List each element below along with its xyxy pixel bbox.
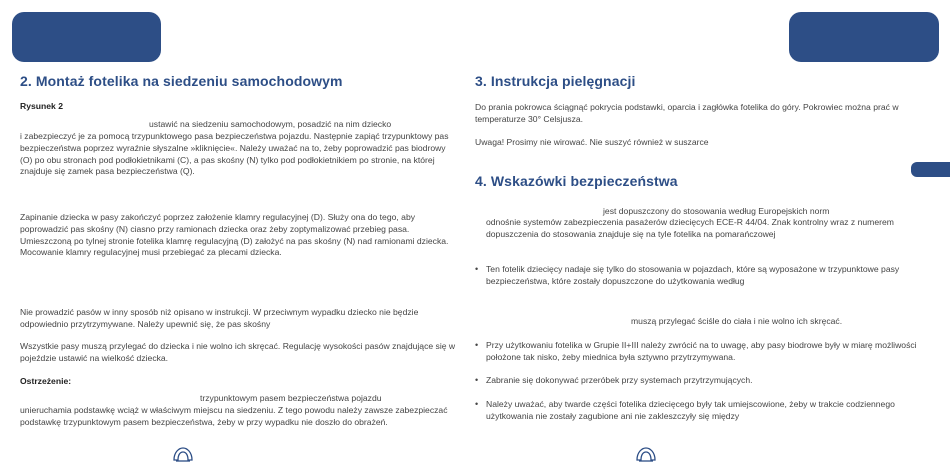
side-tab — [911, 162, 950, 177]
paragraph-4: Wszystkie pasy muszą przylegać do dziecka i nie wolno ich skręcać. Regulację wysokości pasów znajdujące się w pojeździe ustawić na wielkość dziecka. — [20, 341, 456, 363]
paragraph-2: Zapinanie dziecka w pasy zakończyć poprzez założenie klamry regulacyjnej (D). Służy ona do tego, aby poprowadzić pas skośny (N) ciasno przy ramionach dziecka oraz żeby zoptymalizować przebieg pasa. Umieszczoną po tylnej stronie fotelika klamrę regulacyjną (D) założyć na pas skośny (N) nad ramionami dziecka. Mocowanie klamry regulacyjnej musi przebiegać za plecami dziecka. — [20, 212, 449, 258]
top-right-tab — [789, 12, 939, 62]
bullet-marker: • — [475, 340, 479, 350]
top-left-tab — [12, 12, 161, 62]
care-paragraph-1: Do prania pokrowca ściągnąć pokrycia podstawki, oparcia i zagłówka fotelika do góry. Pokrowiec można prać w temperaturze 30° Celsjusza. — [475, 102, 899, 124]
safety-bullet-2: Przy użytkowaniu fotelika w Grupie II+III należy zwrócić na to uwagę, aby pasy biodrowe były w miarę możliwości położone tak nisko, żeby miednica była sztywno przytrzymywana. — [486, 340, 917, 362]
paragraph-5-line-1: trzypunktowym pasem bezpieczeństwa pojazdu — [200, 393, 382, 403]
warning-label: Ostrzeżenie: — [20, 376, 72, 386]
logo-icon — [172, 446, 194, 464]
safety-bullet-4: Należy uważać, aby twarde części fotelika dziecięcego były tak umiejscowione, żeby w trakcie codziennego użytkowania nie zostały zagubione ani nie zakleszczyły się między — [486, 399, 895, 421]
safety-paragraph: odnośnie systemów zabezpieczenia pasażerów dziecięcych ECE-R 44/04. Znak kontrolny wraz z numerem dopuszczenia do stosowania znajduje się na tyle fotelika na pomarańczowej — [486, 217, 894, 239]
safety-paragraph-line-1: jest dopuszczony do stosowania według Europejskich norm — [603, 206, 830, 216]
bullet-marker: • — [475, 264, 479, 274]
figure-label: Rysunek 2 — [20, 101, 63, 111]
bullet-marker: • — [475, 399, 479, 409]
safety-bullet-1: Ten fotelik dziecięcy nadaje się tylko do stosowania w pojazdach, które są wyposażone w trzypunktowe pasy bezpieczeństwa, które zostały dopuszczone do użytkowania według — [486, 264, 900, 286]
paragraph-1: i zabezpieczyć je za pomocą trzypunktowego pasa bezpieczeństwa pojazdu. Następnie zapiąć trzypunktowy pas bezpieczeństwa poprzez wyraźnie słyszalne »kliknięcie«. Należy uważać na to, żeby poprowadzić pas biodrowy (O) po obu stronach pod podłokietnikami (C), a pas skośny (N) tylko pod podłokietnikiem po stronie, na której znajduje się zamek pasa bezpieczeństwa (Q). — [20, 131, 449, 177]
heading-safety: 4. Wskazówki bezpieczeństwa — [475, 173, 678, 189]
safety-bullet-1-continuation: muszą przylegać ściśle do ciała i nie wolno ich skręcać. — [631, 316, 843, 326]
paragraph-5: unieruchamia podstawkę wciąż w właściwym miejscu na siedzeniu. Z tego powodu należy zawsze zabezpieczać podstawkę trzypunktowym pasem bezpieczeństwa, żeby w przy wypadku nie doszło do obrażeń. — [20, 405, 448, 427]
paragraph-1-line-1: ustawić na siedzeniu samochodowym, posadzić na nim dziecko — [149, 119, 392, 129]
logo-icon — [635, 446, 657, 464]
care-paragraph-2: Uwaga! Prosimy nie wirować. Nie suszyć również w suszarce — [475, 137, 709, 147]
heading-montage: 2. Montaż fotelika na siedzeniu samochodowym — [20, 73, 343, 89]
heading-care: 3. Instrukcja pielęgnacji — [475, 73, 636, 89]
paragraph-3: Nie prowadzić pasów w inny sposób niż opisano w instrukcji. W przeciwnym wypadku dziecko nie będzie odpowiednio przytrzymywane. Należy upewnić się, że pas skośny — [20, 307, 419, 329]
safety-bullet-3: Zabranie się dokonywać przeróbek przy systemach przytrzymujących. — [486, 375, 753, 385]
bullet-marker: • — [475, 375, 479, 385]
